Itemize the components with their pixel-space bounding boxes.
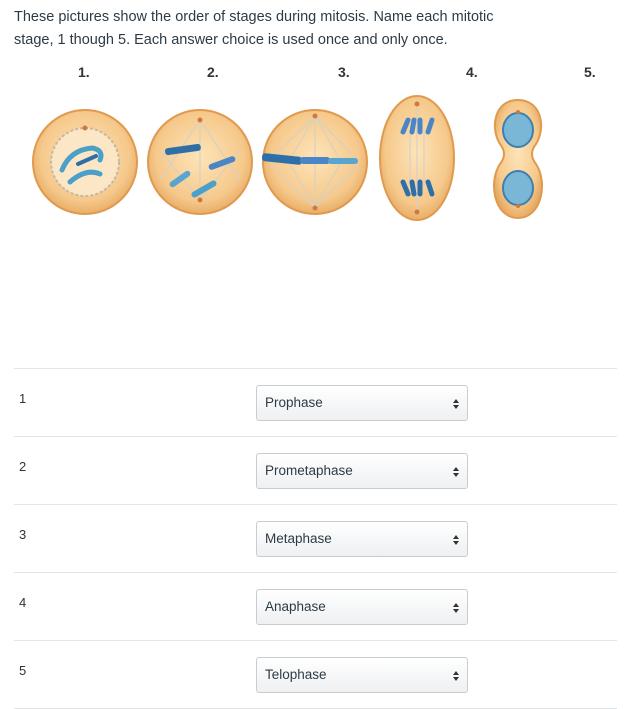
select-value: Prometaphase <box>265 463 353 478</box>
answer-number: 5 <box>19 663 27 678</box>
question-line-1: These pictures show the order of stages during mitosis. Name each mitotic <box>14 9 494 25</box>
select-value: Anaphase <box>265 599 326 614</box>
answer-number: 1 <box>19 391 27 406</box>
updown-arrow-icon <box>452 600 460 616</box>
stage-label-4: 4. <box>466 64 478 80</box>
answer-row <box>14 504 617 572</box>
select-value: Metaphase <box>265 531 332 546</box>
stage-label-5: 5. <box>584 64 596 80</box>
telophase-cell <box>494 100 542 218</box>
select-value: Prophase <box>265 395 323 410</box>
updown-arrow-icon <box>452 396 460 412</box>
stage-select-3[interactable] <box>256 521 468 557</box>
question-line-2: stage, 1 though 5. Each answer choice is used once and only once. <box>14 32 448 48</box>
stage-select-5[interactable] <box>256 657 468 693</box>
mitosis-stages-image <box>0 90 628 230</box>
stage-label-2: 2. <box>207 64 219 80</box>
answer-row <box>14 368 617 436</box>
anaphase-cell <box>380 96 454 220</box>
answer-list <box>14 368 617 709</box>
answer-row <box>14 572 617 640</box>
answer-number: 3 <box>19 527 27 542</box>
updown-arrow-icon <box>452 464 460 480</box>
updown-arrow-icon <box>452 532 460 548</box>
prophase-cell <box>33 110 137 214</box>
answer-number: 4 <box>19 595 27 610</box>
answer-number: 2 <box>19 459 27 474</box>
stage-select-2[interactable] <box>256 453 468 489</box>
answer-row <box>14 640 617 709</box>
updown-arrow-icon <box>452 668 460 684</box>
stage-select-4[interactable] <box>256 589 468 625</box>
stage-label-3: 3. <box>338 64 350 80</box>
answer-row <box>14 436 617 504</box>
metaphase-cell <box>262 110 367 214</box>
stage-select-1[interactable] <box>256 385 468 421</box>
select-value: Telophase <box>265 667 327 682</box>
question-text <box>14 6 574 52</box>
stage-label-1: 1. <box>78 64 90 80</box>
prometaphase-cell <box>148 110 252 214</box>
